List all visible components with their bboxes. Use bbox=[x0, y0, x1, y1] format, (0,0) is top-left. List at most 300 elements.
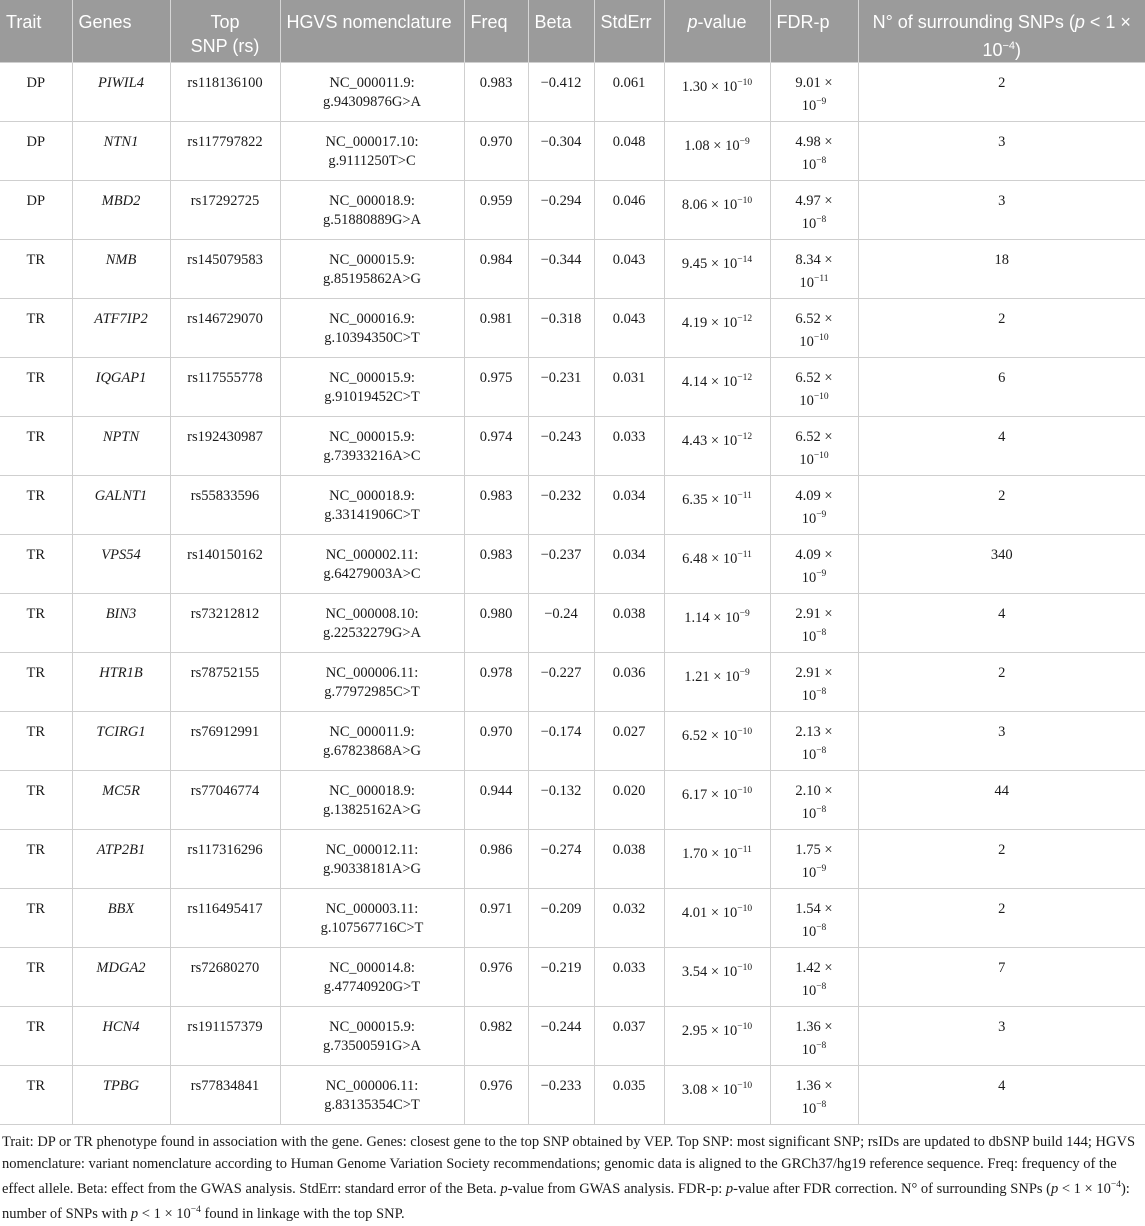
trait-value: TR bbox=[26, 960, 46, 976]
fdr-exponent: −10 bbox=[813, 333, 829, 343]
cell-top-snp bbox=[170, 653, 280, 712]
cell-surrounding-snps bbox=[858, 358, 1145, 417]
hgvs-variant: g.90338181A>G bbox=[323, 861, 421, 877]
table-row bbox=[0, 358, 1145, 417]
hgvs-accession: NC_000003.11: bbox=[325, 901, 419, 917]
snp-id: rs55833596 bbox=[190, 488, 260, 504]
stderr-value: 0.036 bbox=[612, 665, 646, 681]
cell-trait bbox=[0, 122, 72, 181]
table-row bbox=[0, 240, 1145, 299]
pvalue-exponent: −9 bbox=[739, 668, 750, 678]
cell-hgvs bbox=[280, 594, 464, 653]
fdr-base: 10 bbox=[801, 156, 817, 173]
pvalue-mantissa: 4.14 × 10 bbox=[681, 373, 738, 390]
cell-gene bbox=[72, 299, 170, 358]
cell-top-snp bbox=[170, 417, 280, 476]
trait-value: TR bbox=[26, 1078, 46, 1094]
cell-gene bbox=[72, 594, 170, 653]
cell-fdr bbox=[770, 1066, 858, 1125]
cell-hgvs bbox=[280, 830, 464, 889]
cell-beta bbox=[528, 712, 594, 771]
cell-beta bbox=[528, 181, 594, 240]
cell-pvalue bbox=[664, 594, 770, 653]
fdr-base: 10 bbox=[799, 392, 814, 409]
cell-beta bbox=[528, 299, 594, 358]
cell-pvalue bbox=[664, 181, 770, 240]
stderr-value: 0.038 bbox=[612, 842, 646, 858]
cell-pvalue bbox=[664, 771, 770, 830]
table-row bbox=[0, 1007, 1145, 1066]
fdr-exponent: −9 bbox=[816, 569, 827, 579]
gene-name: HTR1B bbox=[99, 665, 143, 681]
cell-trait bbox=[0, 1007, 72, 1066]
fdr-base: 10 bbox=[801, 1041, 817, 1058]
cell-surrounding-snps bbox=[858, 594, 1145, 653]
header-surrounding-snps bbox=[858, 0, 1145, 63]
footnote-p-3: p bbox=[1051, 1180, 1059, 1197]
hgvs-variant: g.64279003A>C bbox=[323, 566, 421, 582]
gene-name: VPS54 bbox=[101, 547, 141, 563]
cell-stderr bbox=[594, 653, 664, 712]
cell-freq bbox=[464, 240, 528, 299]
gene-name: TPBG bbox=[102, 1078, 140, 1094]
cell-freq bbox=[464, 417, 528, 476]
hgvs-variant: g.47740920G>T bbox=[323, 979, 421, 995]
stderr-value: 0.046 bbox=[612, 193, 646, 209]
cell-gene bbox=[72, 358, 170, 417]
fdr-exponent: −8 bbox=[816, 156, 827, 166]
header-surrounding-sup: −4 bbox=[1002, 40, 1016, 52]
hgvs-accession: NC_000006.11: bbox=[325, 665, 419, 681]
fdr-exponent: −9 bbox=[816, 864, 827, 874]
stderr-value: 0.033 bbox=[612, 960, 646, 976]
cell-surrounding-snps bbox=[858, 653, 1145, 712]
cell-gene bbox=[72, 417, 170, 476]
pvalue-mantissa: 1.30 × 10 bbox=[681, 78, 738, 95]
gene-name: NMB bbox=[105, 252, 137, 268]
pvalue-exponent: −14 bbox=[737, 255, 753, 265]
cell-freq bbox=[464, 299, 528, 358]
fdr-mantissa: 1.75 × bbox=[795, 842, 833, 858]
freq-value: 0.986 bbox=[479, 842, 513, 858]
pvalue-mantissa: 1.70 × 10 bbox=[682, 845, 738, 862]
fdr-base: 10 bbox=[801, 1100, 817, 1117]
cell-top-snp bbox=[170, 830, 280, 889]
cell-fdr bbox=[770, 535, 858, 594]
cell-hgvs bbox=[280, 63, 464, 122]
stderr-value: 0.037 bbox=[612, 1019, 646, 1035]
cell-stderr bbox=[594, 358, 664, 417]
beta-value: −0.209 bbox=[540, 901, 582, 917]
cell-pvalue bbox=[664, 712, 770, 771]
trait-value: TR bbox=[26, 370, 46, 386]
stderr-value: 0.034 bbox=[612, 547, 646, 563]
pvalue-exponent: −12 bbox=[737, 373, 753, 383]
gene-name: NPTN bbox=[102, 429, 140, 445]
fdr-mantissa: 6.52 × bbox=[795, 311, 833, 327]
beta-value: −0.237 bbox=[540, 547, 582, 563]
cell-pvalue bbox=[664, 1066, 770, 1125]
cell-fdr bbox=[770, 594, 858, 653]
pvalue-mantissa: 8.06 × 10 bbox=[681, 196, 738, 213]
header-genes: Genes bbox=[72, 0, 170, 63]
table-row bbox=[0, 948, 1145, 1007]
freq-value: 0.970 bbox=[479, 134, 513, 150]
cell-gene bbox=[72, 830, 170, 889]
stderr-value: 0.034 bbox=[612, 488, 646, 504]
cell-fdr bbox=[770, 476, 858, 535]
cell-fdr bbox=[770, 122, 858, 181]
surrounding-count: 2 bbox=[998, 311, 1006, 327]
gene-name: HCN4 bbox=[102, 1019, 140, 1035]
table-row bbox=[0, 122, 1145, 181]
cell-hgvs bbox=[280, 948, 464, 1007]
pvalue-mantissa: 6.35 × 10 bbox=[682, 491, 738, 508]
cell-surrounding-snps bbox=[858, 771, 1145, 830]
header-surrounding-c: ) bbox=[1015, 40, 1022, 60]
cell-top-snp bbox=[170, 1066, 280, 1125]
table-header bbox=[0, 0, 1145, 63]
cell-gene bbox=[72, 771, 170, 830]
fdr-mantissa: 2.91 × bbox=[795, 606, 833, 622]
cell-hgvs bbox=[280, 181, 464, 240]
header-row bbox=[0, 0, 1145, 63]
cell-gene bbox=[72, 1066, 170, 1125]
cell-beta bbox=[528, 535, 594, 594]
cell-fdr bbox=[770, 712, 858, 771]
trait-value: DP bbox=[26, 75, 46, 91]
beta-value: −0.244 bbox=[540, 1019, 582, 1035]
trait-value: TR bbox=[26, 1019, 46, 1035]
cell-hgvs bbox=[280, 1007, 464, 1066]
cell-pvalue bbox=[664, 830, 770, 889]
fdr-mantissa: 9.01 × bbox=[795, 75, 833, 91]
cell-freq bbox=[464, 1007, 528, 1066]
pvalue-exponent: −12 bbox=[737, 432, 753, 442]
beta-value: −0.174 bbox=[540, 724, 582, 740]
cell-hgvs bbox=[280, 771, 464, 830]
surrounding-count: 3 bbox=[998, 1019, 1006, 1035]
freq-value: 0.982 bbox=[479, 1019, 513, 1035]
gene-name: ATF7IP2 bbox=[94, 311, 148, 327]
fdr-exponent: −8 bbox=[816, 982, 827, 992]
table-row bbox=[0, 889, 1145, 948]
hgvs-variant: g.73500591G>A bbox=[323, 1038, 421, 1054]
surrounding-count: 4 bbox=[998, 606, 1006, 622]
cell-surrounding-snps bbox=[858, 299, 1145, 358]
hgvs-variant: g.94309876G>A bbox=[323, 94, 421, 110]
freq-value: 0.983 bbox=[479, 547, 513, 563]
pvalue-mantissa: 4.19 × 10 bbox=[681, 314, 738, 331]
cell-surrounding-snps bbox=[858, 122, 1145, 181]
cell-trait bbox=[0, 830, 72, 889]
header-surrounding-a: N° of surrounding SNPs ( bbox=[872, 12, 1075, 32]
beta-value: −0.412 bbox=[540, 75, 582, 91]
hgvs-accession: NC_000015.9: bbox=[329, 1019, 415, 1035]
fdr-base: 10 bbox=[801, 510, 817, 527]
snp-id: rs117316296 bbox=[187, 842, 263, 858]
gene-name: BIN3 bbox=[105, 606, 137, 622]
freq-value: 0.978 bbox=[479, 665, 513, 681]
cell-fdr bbox=[770, 948, 858, 1007]
table-row bbox=[0, 476, 1145, 535]
pvalue-mantissa: 3.54 × 10 bbox=[681, 963, 738, 980]
hgvs-accession: NC_000018.9: bbox=[329, 193, 415, 209]
cell-fdr bbox=[770, 358, 858, 417]
fdr-mantissa: 1.54 × bbox=[795, 901, 833, 917]
header-hgvs: HGVS nomenclature bbox=[280, 0, 464, 63]
fdr-exponent: −8 bbox=[816, 805, 827, 815]
surrounding-count: 4 bbox=[998, 429, 1006, 445]
hgvs-variant: g.22532279G>A bbox=[323, 625, 421, 641]
hgvs-accession: NC_000015.9: bbox=[329, 429, 415, 445]
surrounding-count: 4 bbox=[998, 1078, 1006, 1094]
hgvs-variant: g.83135354C>T bbox=[324, 1097, 420, 1113]
table-row bbox=[0, 1066, 1145, 1125]
freq-value: 0.959 bbox=[479, 193, 513, 209]
cell-hgvs bbox=[280, 240, 464, 299]
snp-id: rs72680270 bbox=[190, 960, 260, 976]
freq-value: 0.976 bbox=[479, 1078, 513, 1094]
cell-fdr bbox=[770, 889, 858, 948]
fdr-exponent: −9 bbox=[816, 97, 827, 107]
fdr-mantissa: 4.09 × bbox=[795, 488, 833, 504]
cell-top-snp bbox=[170, 889, 280, 948]
beta-value: −0.24 bbox=[544, 606, 578, 622]
cell-trait bbox=[0, 63, 72, 122]
cell-freq bbox=[464, 122, 528, 181]
cell-freq bbox=[464, 476, 528, 535]
fdr-mantissa: 2.13 × bbox=[795, 724, 833, 740]
hgvs-variant: g.73933216A>C bbox=[323, 448, 421, 464]
cell-trait bbox=[0, 358, 72, 417]
cell-top-snp bbox=[170, 948, 280, 1007]
cell-beta bbox=[528, 63, 594, 122]
pvalue-exponent: −11 bbox=[737, 550, 752, 560]
pvalue-exponent: −10 bbox=[737, 1081, 753, 1091]
cell-freq bbox=[464, 771, 528, 830]
cell-hgvs bbox=[280, 299, 464, 358]
cell-beta bbox=[528, 948, 594, 1007]
gene-name: PIWIL4 bbox=[98, 75, 144, 91]
cell-fdr bbox=[770, 181, 858, 240]
cell-pvalue bbox=[664, 240, 770, 299]
cell-trait bbox=[0, 594, 72, 653]
fdr-mantissa: 4.09 × bbox=[795, 547, 833, 563]
gene-name: GALNT1 bbox=[94, 488, 148, 504]
hgvs-accession: NC_000006.11: bbox=[325, 1078, 419, 1094]
snp-id: rs78752155 bbox=[190, 665, 260, 681]
cell-trait bbox=[0, 1066, 72, 1125]
stderr-value: 0.043 bbox=[612, 252, 646, 268]
gene-name: NTN1 bbox=[103, 134, 139, 150]
cell-pvalue bbox=[664, 948, 770, 1007]
cell-top-snp bbox=[170, 240, 280, 299]
snp-id: rs145079583 bbox=[187, 252, 263, 268]
cell-stderr bbox=[594, 1066, 664, 1125]
pvalue-mantissa: 1.08 × 10 bbox=[684, 137, 740, 154]
pvalue-mantissa: 6.52 × 10 bbox=[681, 727, 738, 744]
cell-hgvs bbox=[280, 358, 464, 417]
cell-freq bbox=[464, 830, 528, 889]
snp-id: rs140150162 bbox=[187, 547, 263, 563]
cell-beta bbox=[528, 417, 594, 476]
hgvs-accession: NC_000008.10: bbox=[325, 606, 419, 622]
trait-value: DP bbox=[26, 193, 46, 209]
pvalue-exponent: −9 bbox=[739, 137, 750, 147]
footnote-p-4: p bbox=[130, 1206, 139, 1223]
cell-surrounding-snps bbox=[858, 1007, 1145, 1066]
snp-id: rs73212812 bbox=[190, 606, 260, 622]
surrounding-count: 2 bbox=[998, 488, 1006, 504]
surrounding-count: 2 bbox=[998, 901, 1006, 917]
freq-value: 0.983 bbox=[479, 75, 513, 91]
hgvs-accession: NC_000015.9: bbox=[329, 370, 415, 386]
snp-id: rs118136100 bbox=[187, 75, 263, 91]
cell-gene bbox=[72, 535, 170, 594]
hgvs-variant: g.107567716C>T bbox=[320, 920, 424, 936]
fdr-exponent: −8 bbox=[816, 1100, 827, 1110]
cell-freq bbox=[464, 889, 528, 948]
fdr-exponent: −8 bbox=[816, 1041, 827, 1051]
cell-top-snp bbox=[170, 358, 280, 417]
pvalue-exponent: −10 bbox=[737, 196, 753, 206]
cell-fdr bbox=[770, 63, 858, 122]
cell-pvalue bbox=[664, 299, 770, 358]
cell-hgvs bbox=[280, 535, 464, 594]
cell-fdr bbox=[770, 1007, 858, 1066]
fdr-exponent: −10 bbox=[813, 392, 829, 402]
cell-trait bbox=[0, 299, 72, 358]
cell-freq bbox=[464, 358, 528, 417]
cell-beta bbox=[528, 358, 594, 417]
surrounding-count: 7 bbox=[998, 960, 1006, 976]
table-row bbox=[0, 771, 1145, 830]
freq-value: 0.980 bbox=[479, 606, 513, 622]
cell-gene bbox=[72, 948, 170, 1007]
fdr-mantissa: 2.91 × bbox=[795, 665, 833, 681]
cell-hgvs bbox=[280, 122, 464, 181]
hgvs-accession: NC_000011.9: bbox=[329, 724, 415, 740]
hgvs-accession: NC_000017.10: bbox=[325, 134, 419, 150]
cell-trait bbox=[0, 653, 72, 712]
cell-stderr bbox=[594, 889, 664, 948]
cell-top-snp bbox=[170, 63, 280, 122]
pvalue-exponent: −10 bbox=[737, 786, 753, 796]
gene-name: MBD2 bbox=[101, 193, 141, 209]
pvalue-exponent: −11 bbox=[737, 845, 752, 855]
beta-value: −0.132 bbox=[540, 783, 582, 799]
pvalue-exponent: −10 bbox=[737, 1022, 753, 1032]
trait-value: TR bbox=[26, 252, 46, 268]
fdr-mantissa: 4.97 × bbox=[795, 193, 833, 209]
cell-pvalue bbox=[664, 122, 770, 181]
table-row bbox=[0, 653, 1145, 712]
cell-beta bbox=[528, 830, 594, 889]
cell-gene bbox=[72, 476, 170, 535]
fdr-base: 10 bbox=[799, 451, 814, 468]
cell-fdr bbox=[770, 299, 858, 358]
fdr-base: 10 bbox=[801, 923, 817, 940]
cell-top-snp bbox=[170, 712, 280, 771]
cell-fdr bbox=[770, 417, 858, 476]
fdr-exponent: −8 bbox=[816, 215, 827, 225]
fdr-mantissa: 1.42 × bbox=[795, 960, 833, 976]
surrounding-count: 3 bbox=[998, 134, 1006, 150]
cell-gene bbox=[72, 1007, 170, 1066]
trait-value: TR bbox=[26, 724, 46, 740]
cell-pvalue bbox=[664, 1007, 770, 1066]
cell-top-snp bbox=[170, 535, 280, 594]
footnote-sup-2: −4 bbox=[190, 1205, 201, 1216]
pvalue-exponent: −10 bbox=[737, 963, 753, 973]
table-row bbox=[0, 594, 1145, 653]
footnote-text-4: < 1 × 10 bbox=[1058, 1180, 1111, 1197]
cell-top-snp bbox=[170, 181, 280, 240]
cell-hgvs bbox=[280, 1066, 464, 1125]
cell-trait bbox=[0, 948, 72, 1007]
stderr-value: 0.038 bbox=[612, 606, 646, 622]
cell-stderr bbox=[594, 417, 664, 476]
hgvs-variant: g.10394350C>T bbox=[324, 330, 420, 346]
fdr-base: 10 bbox=[801, 215, 817, 232]
cell-beta bbox=[528, 122, 594, 181]
cell-stderr bbox=[594, 240, 664, 299]
pvalue-mantissa: 9.45 × 10 bbox=[681, 255, 738, 272]
stderr-value: 0.020 bbox=[612, 783, 646, 799]
cell-pvalue bbox=[664, 476, 770, 535]
stderr-value: 0.032 bbox=[612, 901, 646, 917]
cell-freq bbox=[464, 653, 528, 712]
pvalue-exponent: −12 bbox=[737, 314, 753, 324]
surrounding-count: 44 bbox=[994, 783, 1009, 799]
footnote-p-1: p bbox=[500, 1180, 508, 1197]
cell-stderr bbox=[594, 594, 664, 653]
hgvs-accession: NC_000012.11: bbox=[325, 842, 419, 858]
pvalue-exponent: −10 bbox=[737, 904, 753, 914]
surrounding-count: 6 bbox=[998, 370, 1006, 386]
fdr-exponent: −8 bbox=[816, 923, 827, 933]
gene-name: MDGA2 bbox=[96, 960, 146, 976]
cell-surrounding-snps bbox=[858, 476, 1145, 535]
fdr-base: 10 bbox=[799, 333, 814, 350]
freq-value: 0.971 bbox=[479, 901, 513, 917]
cell-surrounding-snps bbox=[858, 830, 1145, 889]
freq-value: 0.976 bbox=[479, 960, 513, 976]
table-row bbox=[0, 830, 1145, 889]
fdr-exponent: −10 bbox=[813, 451, 829, 461]
fdr-mantissa: 4.98 × bbox=[795, 134, 833, 150]
cell-fdr bbox=[770, 830, 858, 889]
pvalue-mantissa: 6.17 × 10 bbox=[681, 786, 738, 803]
cell-hgvs bbox=[280, 712, 464, 771]
cell-beta bbox=[528, 653, 594, 712]
hgvs-accession: NC_000015.9: bbox=[329, 252, 415, 268]
hgvs-accession: NC_000014.8: bbox=[329, 960, 415, 976]
cell-fdr bbox=[770, 771, 858, 830]
pvalue-mantissa: 3.08 × 10 bbox=[681, 1081, 738, 1098]
fdr-exponent: −8 bbox=[816, 687, 827, 697]
table-row bbox=[0, 63, 1145, 122]
pvalue-exponent: −9 bbox=[739, 609, 750, 619]
beta-value: −0.274 bbox=[540, 842, 582, 858]
stderr-value: 0.031 bbox=[612, 370, 646, 386]
surrounding-count: 340 bbox=[990, 547, 1013, 563]
header-stderr: StdErr bbox=[594, 0, 664, 63]
hgvs-variant: g.85195862A>G bbox=[323, 271, 421, 287]
cell-stderr bbox=[594, 948, 664, 1007]
pvalue-mantissa: 2.95 × 10 bbox=[681, 1022, 738, 1039]
